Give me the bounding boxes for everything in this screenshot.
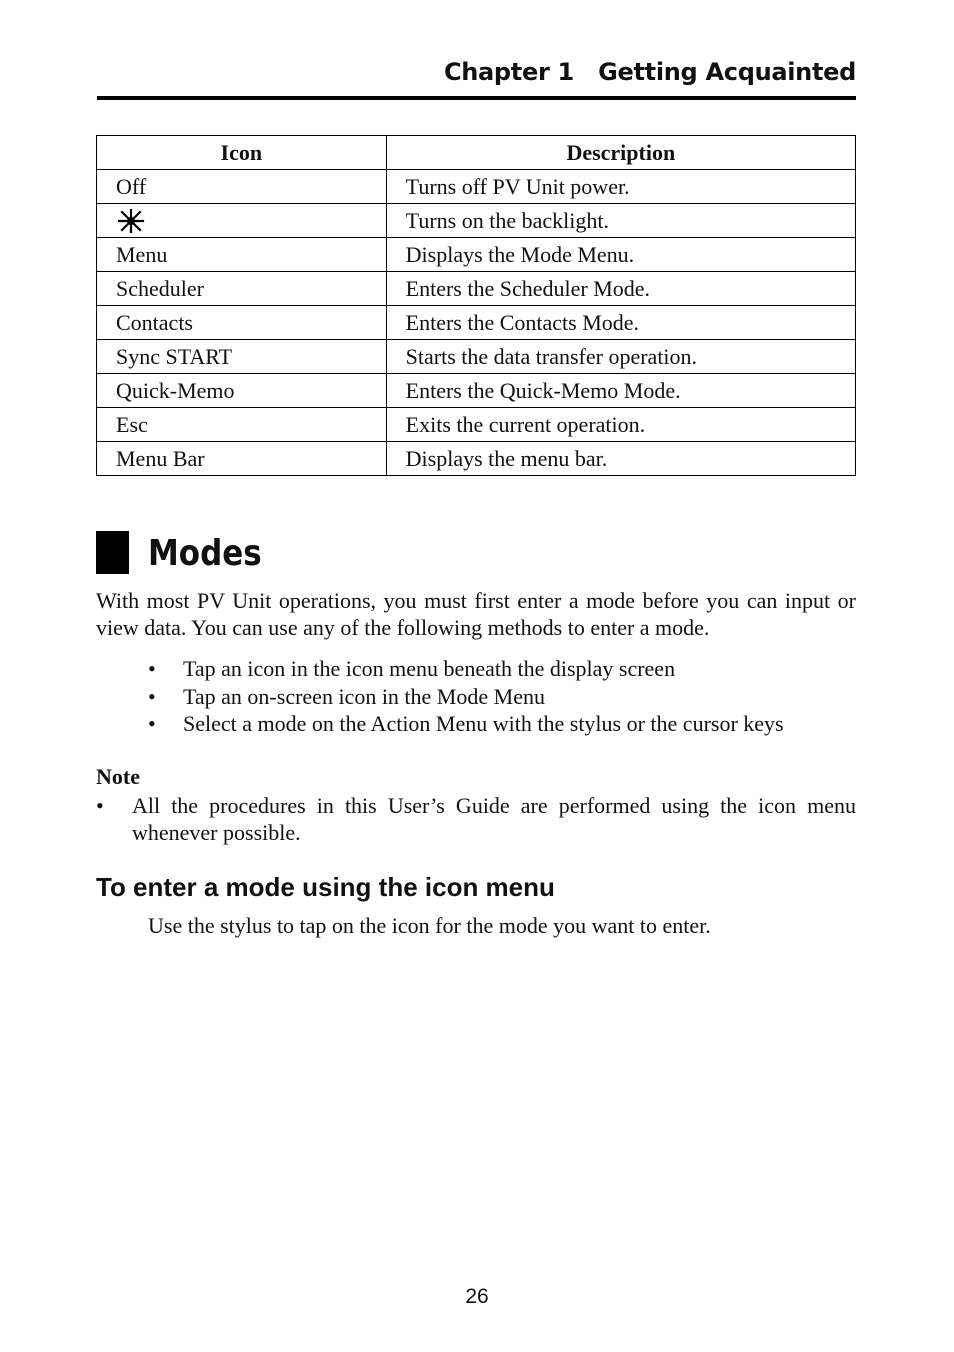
note-label: Note [96,764,140,789]
icon-cell: Contacts [97,306,387,340]
description-cell: Displays the menu bar. [386,442,855,476]
icon-cell [97,204,387,238]
description-cell: Enters the Quick-Memo Mode. [386,374,855,408]
icon-cell: Esc [97,408,387,442]
icon-cell: Menu Bar [97,442,387,476]
table-row [97,306,856,340]
table-row [97,374,856,408]
instruction-text: Use the stylus to tap on the icon for the mode you want to enter. [148,913,711,938]
icon-cell: Sync START [97,340,387,374]
table-row [97,272,856,306]
bullet-marker: • [148,656,156,681]
icon-description-table [96,135,856,476]
table-row [97,442,856,476]
icon-cell: Menu [97,238,387,272]
icon-cell: Scheduler [97,272,387,306]
list-item [148,683,784,711]
icon-cell: Quick-Memo [97,374,387,408]
description-cell: Turns off PV Unit power. [386,170,855,204]
table-header-row [97,136,856,170]
description-cell: Exits the current operation. [386,408,855,442]
description-cell: Turns on the backlight. [386,204,855,238]
column-header-icon: Icon [97,136,387,170]
list-item [148,655,784,683]
description-cell: Enters the Scheduler Mode. [386,272,855,306]
table-row [97,170,856,204]
description-cell: Starts the data transfer operation. [386,340,855,374]
note-item [96,792,856,846]
methods-list [148,655,784,738]
bullet-marker: • [148,683,156,709]
icon-cell: Off [97,170,387,204]
table-row [97,408,856,442]
list-item [148,710,784,738]
subsection-heading: To enter a mode using the icon menu [96,872,555,902]
description-cell: Displays the Mode Menu. [386,238,855,272]
note-text: All the procedures in this User’s Guide are performed using the icon menu whenever possible. [132,793,856,845]
bullet-marker: • [96,793,104,818]
table-row [97,204,856,238]
page-number: 26 [465,1285,489,1308]
intro-paragraph: With most PV Unit operations, you must first enter a mode before you can input or view data. You can use any of the following methods to enter a mode. [96,588,856,640]
bullet-marker: • [148,711,156,736]
list-item-text: Tap an icon in the icon menu beneath the display screen [183,656,676,681]
backlight-icon [116,209,146,233]
header-rule [97,96,856,100]
column-header-description: Description [386,136,855,170]
section-marker-block [96,531,129,574]
list-item-text: Select a mode on the Action Menu with the stylus or the cursor keys [183,711,784,736]
table-row [97,340,856,374]
description-cell: Enters the Contacts Mode. [386,306,855,340]
section-title: Modes [148,533,262,574]
chapter-header: Chapter 1 Getting Acquainted [443,58,856,86]
list-item-text: Tap an on-screen icon in the Mode Menu [183,683,545,709]
table-row [97,238,856,272]
